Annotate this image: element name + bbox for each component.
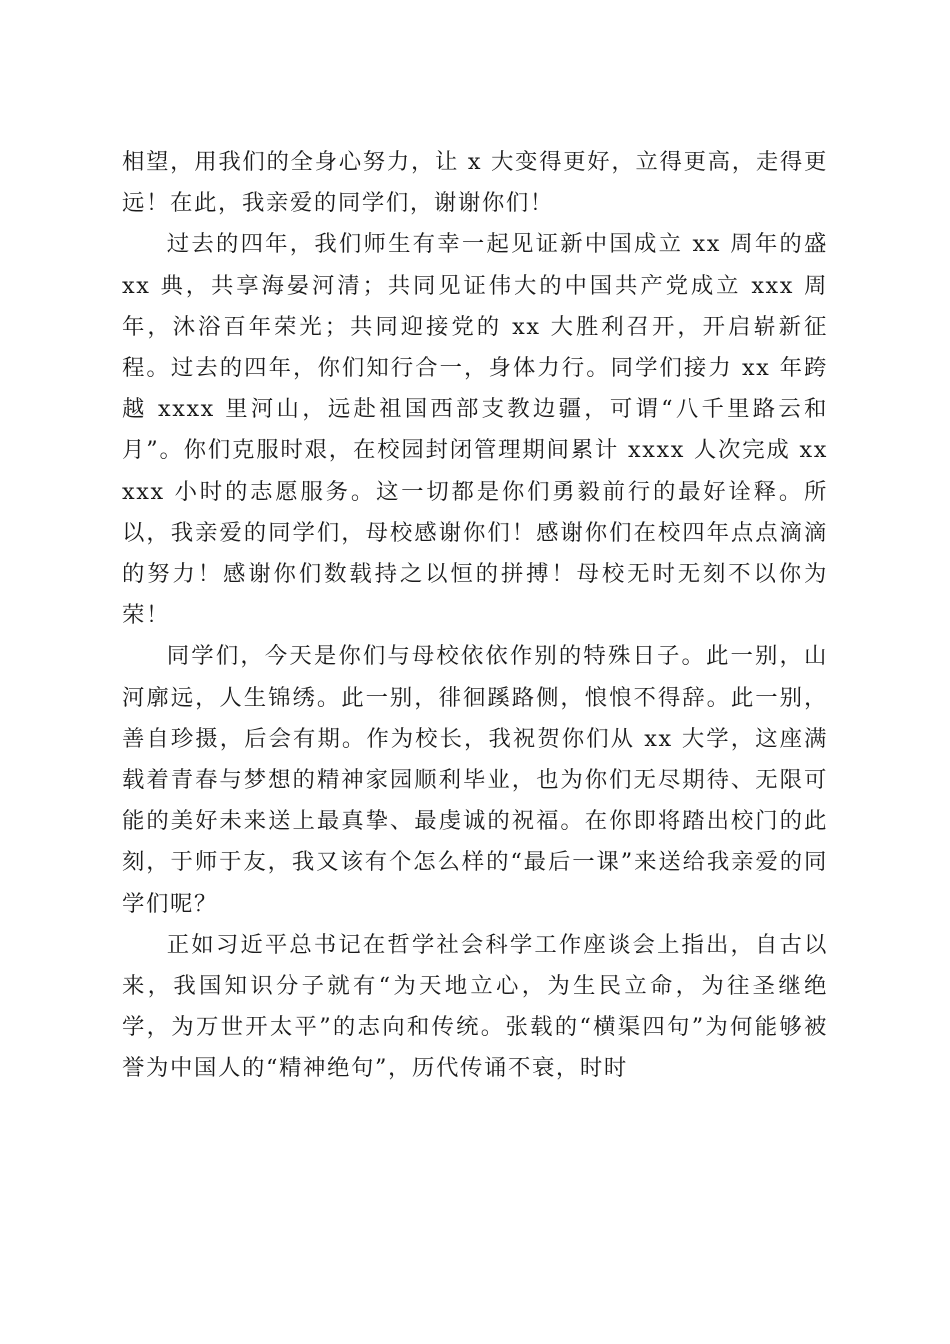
- paragraph-past-four-years: 过去的四年，我们师生有幸一起见证新中国成立 xx 周年的盛 xx 典，共享海晏河清；共同见证伟大的中国共产党成立 xxx 周年，沐浴百年荣光；共同迎接党的 xx 大胜利召开，开启崭新征程。过去的四年，你们知行合一，身体力行。同学们接力 xx 年跨越 xxxx 里河山，远赴祖国西部支教边疆，可谓“八千里路云和月”。你们克服时艰，在校园封闭管理期间累计 xxxx 人次完成 xxxxx 小时的志愿服务。这一切都是你们勇毅前行的最好诠释。所以，我亲爱的同学们，母校感谢你们！感谢你们在校四年点点滴滴的努力！感谢你们数载持之以恒的拼搏！母校无时无刻不以你为荣！: [122, 231, 828, 629]
- paragraph-hengqu-four-sentences: 正如习近平总书记在哲学社会科学工作座谈会上指出，自古以来，我国知识分子就有“为天地立心，为生民立命，为往圣继绝学，为万世开太平”的志向和传统。张载的“横渠四句”为何能够被誉为中国人的“精神绝句”，历代传诵不衰，时时: [122, 931, 828, 1082]
- paragraph-continued: 相望，用我们的全身心努力，让 x 大变得更好，立得更高，走得更远！在此，我亲爱的同学们，谢谢你们！: [122, 149, 828, 217]
- body-text: [122, 142, 828, 1090]
- paragraph-farewell: 同学们，今天是你们与母校依依作别的特殊日子。此一别，山河廓远，人生锦绣。此一别，徘徊蹊路侧，悢悢不得辞。此一别，善自珍摄，后会有期。作为校长，我祝贺你们从 xx 大学，这座满载着青春与梦想的精神家园顺利毕业，也为你们无尽期待、无限可能的美好未来送上最真挚、最虔诚的祝福。在你即将踏出校门的此刻，于师于友，我又该有个怎么样的“最后一课”来送给我亲爱的同学们呢？: [122, 643, 828, 917]
